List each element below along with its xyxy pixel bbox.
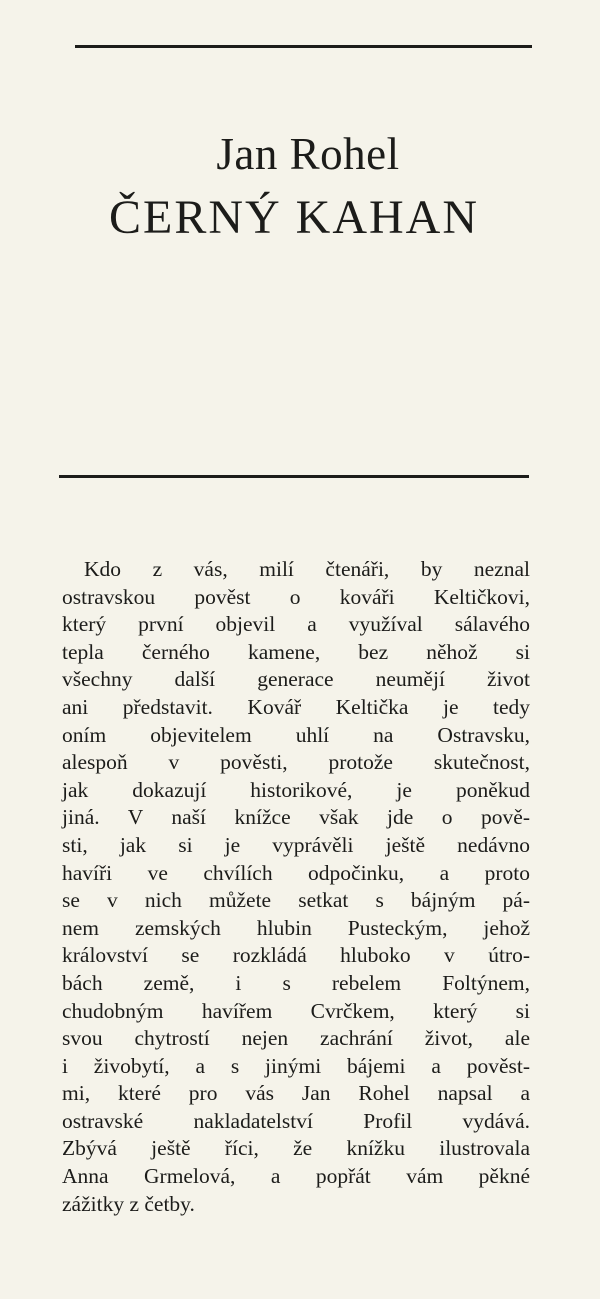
blurb-line: ani představit. Kovář Keltička je tedy xyxy=(62,694,530,719)
blurb-line: havíři ve chvílích odpočinku, a proto xyxy=(62,860,530,885)
blurb-line: ostravskou pověst o kováři Keltičkovi, xyxy=(62,584,530,609)
blurb-line: ostravské nakladatelství Profil vydává. xyxy=(62,1108,530,1133)
author-name: Jan Rohel xyxy=(216,129,400,179)
blurb-line: zážitky z četby. xyxy=(62,1191,195,1216)
blurb-line: bách země, i s rebelem Foltýnem, xyxy=(62,970,530,995)
blurb-line: sti, jak si je vyprávěli ještě nedávno xyxy=(62,832,530,857)
blurb-line: mi, které pro vás Jan Rohel napsal a xyxy=(62,1081,530,1106)
blurb-line: tepla černého kamene, bez něhož si xyxy=(62,639,530,664)
blurb-line: který první objevil a využíval sálavého xyxy=(62,612,530,637)
blurb-line: Kdo z vás, milí čtenáři, by neznal xyxy=(84,557,530,581)
blurb-line: Anna Grmelová, a popřát vám pěkné xyxy=(62,1164,530,1189)
blurb-line: alespoň v pověsti, protože skutečnost, xyxy=(62,750,530,775)
blurb-line: jak dokazují historikové, je poněkud xyxy=(62,777,530,802)
book-title: ČERNÝ KAHAN xyxy=(109,191,479,244)
blurb-line: se v nich můžete setkat s bájným pá- xyxy=(62,888,530,913)
blurb-line: království se rozkládá hluboko v útro- xyxy=(62,943,530,968)
blurb-line: i živobytí, a s jinými bájemi a pověst- xyxy=(62,1053,530,1078)
blurb-line: oním objevitelem uhlí na Ostravsku, xyxy=(62,722,530,747)
top-rule xyxy=(75,45,532,48)
blurb-text xyxy=(62,556,530,1218)
blurb-line: všechny další generace neumějí život xyxy=(62,667,530,692)
blurb-line: Zbývá ještě říci, že knížku ilustrovala xyxy=(62,1136,530,1161)
blurb-line: nem zemských hlubin Pusteckým, jehož xyxy=(62,915,530,940)
blurb-line: chudobným havířem Cvrčkem, který si xyxy=(62,998,530,1023)
blurb-line: svou chytrostí nejen zachrání život, ale xyxy=(62,1026,530,1051)
blurb-line: jiná. V naší knížce však jde o pově- xyxy=(62,805,530,830)
bottom-rule xyxy=(59,475,529,478)
